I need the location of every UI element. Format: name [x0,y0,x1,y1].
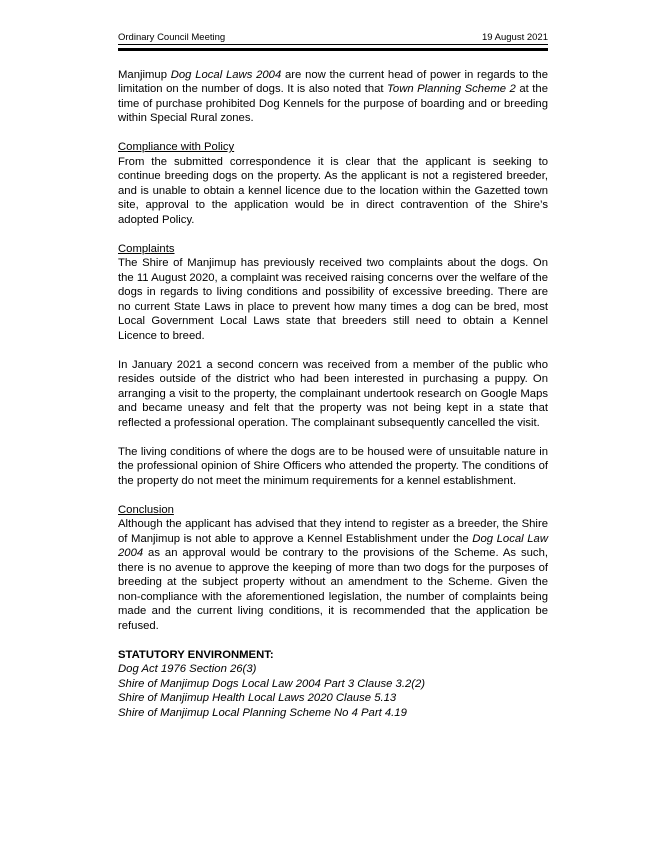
statute-line-local-planning-scheme: Shire of Manjimup Local Planning Scheme No 4 Part 4.19 [118,706,407,719]
statutory-environment-heading: STATUTORY ENVIRONMENT: [118,648,274,661]
intro-citation-dog-local-laws: Dog Local Laws 2004 [170,68,282,81]
header-divider-rule [118,48,548,51]
conclusion-citation-dog-local-law: Dog Local Law 2004 [118,532,548,559]
header-row [118,32,548,45]
intro-text-2: are now the current head of power in regards to the limitation on the number of dogs. It is also noted that [118,68,548,95]
complaints-paragraph-3: The living conditions of where the dogs are to be housed were of unsuitable nature in the professional opinion of Shire Officers who attended the property. The conditions of the property do not meet the minimum requirements for a kennel establishment. [118,445,548,487]
page-header [118,32,548,51]
conclusion-text-1: Although the applicant has advised that they intend to register as a breeder, the Shire of Manjimup is not able to approve a Kennel Establishment under the [118,518,548,545]
complaints-paragraph-2: In January 2021 a second concern was received from a member of the public who resides outside of the district who had been interested in purchasing a puppy. On arranging a visit to the property, the complainant undertook research on Google Maps and became uneasy and felt that the property was not being kept in a state that reflected a professional operation. The complainant subsequently cancelled the visit. [118,358,548,429]
conclusion-text-2: as an approval would be contrary to the provisions of the Scheme. As such, there is no avenue to approve the keeping of more than two dogs for the purposes of breeding at the subject property without an amendment to the Scheme. Given the non-compliance with the aforementioned legislation, the number of complaints being made and the current living conditions, it is recommended that the application be refused. [118,547,548,632]
document-body [118,68,548,721]
intro-paragraph [118,68,548,126]
complaints-heading: Complaints [118,242,175,255]
compliance-paragraph: From the submitted correspondence it is clear that the applicant is seeking to continue breeding dogs on the property. As the applicant is not a registered breeder, and is unable to obtain a kennel licence due to the location within the Gazetted town site, approval to the application would be in direct contravention of the Shire’s adopted Policy. [118,155,548,226]
intro-text-1: Manjimup [118,68,171,81]
conclusion-heading: Conclusion [118,503,174,516]
conclusion-paragraph [118,517,548,633]
statute-line-dog-act: Dog Act 1976 Section 26(3) [118,663,257,675]
intro-citation-town-planning-scheme: Town Planning Scheme 2 [387,83,516,95]
statute-line-health-local-laws: Shire of Manjimup Health Local Laws 2020 Clause 5.13 [118,692,397,704]
header-document-title: Ordinary Council Meeting [118,32,226,43]
header-date: 19 August 2021 [481,32,548,43]
statute-line-dogs-local-law: Shire of Manjimup Dogs Local Law 2004 Part 3 Clause 3.2(2) [118,677,426,690]
intro-text-3: at the time of purchase prohibited Dog Kennels for the purpose of boarding and or breeding within Special Rural zones. [118,83,548,124]
complaints-paragraph-1: The Shire of Manjimup has previously received two complaints about the dogs. On the 11 August 2020, a complaint was received raising concerns over the welfare of the dogs in regards to living conditions and possibility of excessive breeding. There are no current State Laws in place to prevent how many times a dog can be bred, most Local Government Local Laws state that breeders still need to obtain a Kennel Licence to breed. [118,257,548,342]
compliance-with-policy-heading: Compliance with Policy [118,141,235,153]
